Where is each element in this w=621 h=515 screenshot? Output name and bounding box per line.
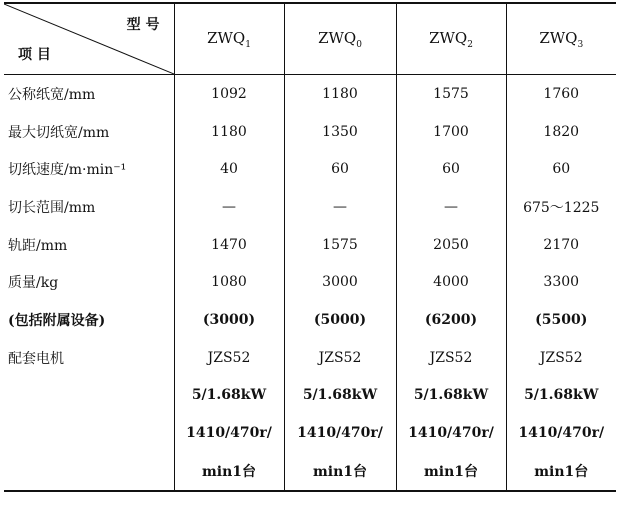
row-label — [4, 377, 174, 415]
table-row — [4, 263, 616, 301]
table-cell: 3300 — [506, 263, 616, 301]
table-cell: (3000) — [174, 301, 284, 339]
spec-table — [4, 2, 616, 512]
row-label: 配套电机 — [8, 350, 64, 367]
table-cell: — — [284, 188, 396, 226]
table-cell: 1410/470r/ — [174, 414, 284, 452]
table-cell: JZS52 — [396, 339, 506, 377]
table-cell: 1760 — [506, 75, 616, 113]
table-cell: 5/1.68kW — [284, 377, 396, 415]
table-cell: (6200) — [396, 301, 506, 339]
table-cell: JZS52 — [174, 339, 284, 377]
row-label: 切长范围/mm — [8, 199, 96, 216]
table-cell: 1700 — [396, 113, 506, 151]
table-cell: 2170 — [506, 226, 616, 264]
table-row — [4, 452, 616, 491]
table-cell: 1575 — [396, 75, 506, 113]
row-label: (包括附属设备) — [8, 312, 106, 329]
table-cell: min1台 — [174, 452, 284, 491]
table-cell: 5/1.68kW — [506, 377, 616, 415]
table-row — [4, 339, 616, 377]
table-cell: 60 — [506, 150, 616, 188]
table-cell: 40 — [174, 150, 284, 188]
row-label: 切纸速度/m·min⁻¹ — [8, 162, 127, 179]
table-row — [4, 414, 616, 452]
table-row — [4, 113, 616, 151]
model-header-4: $ZWQ_3$ — [506, 3, 616, 75]
row-label — [4, 414, 174, 452]
row-label: 质量/kg — [8, 275, 59, 292]
row-label: 公称纸宽/mm — [8, 86, 96, 103]
table-cell: 1820 — [506, 113, 616, 151]
table-row — [4, 226, 616, 264]
table-cell: 1410/470r/ — [506, 414, 616, 452]
model-header-1: $ZWQ_1$ — [174, 3, 284, 75]
table-cell: 675～1225 — [506, 188, 616, 226]
table-cell: 1410/470r/ — [396, 414, 506, 452]
table-row — [4, 75, 616, 113]
table-cell: 1180 — [284, 75, 396, 113]
table-cell: 1080 — [174, 263, 284, 301]
table-cell: 60 — [396, 150, 506, 188]
corner-top-label: 型 号 — [126, 17, 160, 33]
corner-header-cell — [4, 3, 174, 75]
table-cell: min1台 — [506, 452, 616, 491]
row-label: 轨距/mm — [8, 237, 68, 254]
table-row — [4, 188, 616, 226]
table-cell: (5500) — [506, 301, 616, 339]
table-cell: 2050 — [396, 226, 506, 264]
model-header-2: $ZWQ_0$ — [284, 3, 396, 75]
table-row — [4, 150, 616, 188]
table-cell: — — [174, 188, 284, 226]
table-cell: min1台 — [284, 452, 396, 491]
table-row — [4, 377, 616, 415]
table-cell: 3000 — [284, 263, 396, 301]
header-row — [4, 3, 616, 75]
model-header-3: $ZWQ_2$ — [396, 3, 506, 75]
table-cell: 5/1.68kW — [174, 377, 284, 415]
row-label — [4, 452, 174, 491]
table-cell: 1470 — [174, 226, 284, 264]
table-cell: min1台 — [396, 452, 506, 491]
table-cell: 1575 — [284, 226, 396, 264]
table-cell: JZS52 — [506, 339, 616, 377]
corner-bottom-label: 项 目 — [18, 47, 51, 63]
table-cell: 1410/470r/ — [284, 414, 396, 452]
table-cell: 1180 — [174, 113, 284, 151]
table-cell: — — [396, 188, 506, 226]
table-cell: 1350 — [284, 113, 396, 151]
table-cell: 1092 — [174, 75, 284, 113]
table-cell: (5000) — [284, 301, 396, 339]
table-cell: 60 — [284, 150, 396, 188]
table-row — [4, 301, 616, 339]
row-label: 最大切纸宽/mm — [8, 124, 110, 141]
table-cell: 4000 — [396, 263, 506, 301]
table-cell: 5/1.68kW — [396, 377, 506, 415]
table-cell: JZS52 — [284, 339, 396, 377]
